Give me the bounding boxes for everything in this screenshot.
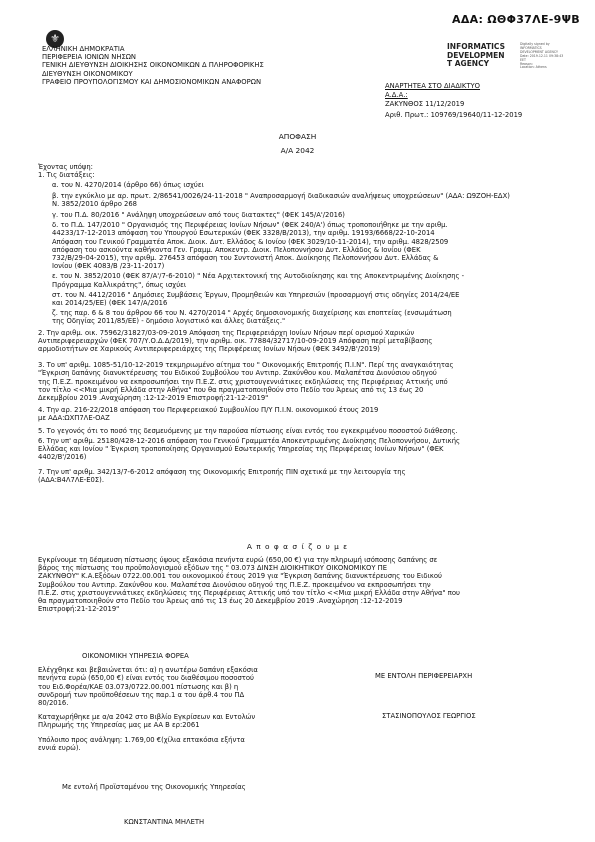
item-line: 2. Την αριθμ. οικ. 75962/31827/03-09-2019 Απόφαση της Περιφερειάρχη Ιονίων Νήσων περί ορισμού Χαρικών (38, 328, 415, 337)
header-line: ΔΙΕΥΘΥΝΣΗ ΟΙΚΟΝΟΜΙΚΟΥ (42, 69, 133, 78)
finance-line: Υπόλοιπο προς ανάληψη: 1.769,00 €(χίλια επτακόσια εξήντα (38, 735, 245, 744)
finance-line: του Ειδ.Φορέα/ΚΑΕ 03.073/0722.00.001 πίστωσης και β) η (38, 682, 239, 691)
post-online-label: ΑΝΑΡΤΗΤΕΑ ΣΤΟ ΔΙΑΔΙΚΤΥΟ (385, 82, 481, 90)
decision-text (38, 556, 558, 613)
item-line: 3. Το υπ' αριθμ. 1085-51/10-12-2019 τεκμηριωμένο αίτημα του " Οικονομικής Επιτροπής Π.Ι.Ν". Περί της αναγκαιότητας (38, 361, 454, 370)
provision-line: και 2014/25/ΕΕ) (ΦΕΚ 147/Α/2016 (52, 299, 168, 308)
finance-line: Καταχωρήθηκε με α/α 2042 στο Βιβλίο Εγκρίσεων και Εντολών (38, 713, 256, 722)
provision-g: γ. του Π.Δ. 80/2016 " Ανάληψη υποχρεώσεων από τους διατακτες" (ΦΕΚ 145/Α'/2016) (52, 211, 345, 220)
finance-line: Πληρωμής της Υπηρεσίας μας με ΑΑ Β ερ:2061 (38, 721, 200, 730)
finance-signer: ΚΩΝΣΤΑΝΤΙΝΑ ΜΗΛΕΤΗ (124, 818, 205, 826)
item-line: (ΑΔΑ:Β4Λ7ΛΕ-Ε0Σ). (38, 475, 104, 484)
decision-line: Επιστροφή:21-12-2019" (38, 605, 120, 614)
finance-line: Ελέγχθηκε και βεβαιώνεται ότι: α) η ανωτέρω δαπάνη εξακόσια (38, 666, 258, 675)
ada-label: Α.Δ.Α.: (385, 91, 408, 100)
item-line: της Π.Ε.Ζ. προκειμένου να εκπροσωπήσει την Π.Ε.Ζ. στις χριστουγεννιάτικες εκδηλώσεις της Περιφέρειας Αττικής υπό (38, 377, 448, 386)
item-line: Δεκεμβρίου 2019 .Αναχώρηση :12-12-2019 Επιστροφή:21-12-2019" (38, 394, 269, 403)
item-line: 6. Την υπ' αριθμ. 25180/428-12-2016 απόφαση του Γενικού Γραμματέα Αποκεντρωμένης Διοίκησης Πελοποννήσου, Δυτικής (38, 436, 460, 445)
item-line: τον τίτλο <<Μια μικρή Ελλάδα στην Αθήνα" που θα πραγματοποιηθούν στο Πεδίο του Άρεως από τις 13 έως 20 (38, 385, 424, 394)
item-line: με ΑΔΑ:ΩΧΠ7ΛΕ-ΟΑΖ (38, 414, 110, 423)
decision-line: ΖΑΚΥΝΘΟΥ" Κ.Α.Εξόδων 0722.00.001 του οικονομικού έτους 2019 για "Έγκριση δαπάνης διανυκτέρευσης του Ειδικού (38, 572, 442, 581)
provision-line: στ. του Ν. 4412/2016 " Δημόσιες Συμβάσεις Έργων, Προμηθειών και Υπηρεσιών (προσαρμογή στις οδηγίες 2014/24/ΕΕ (52, 290, 460, 299)
item-2 (38, 329, 558, 354)
signature-detail-line: Location: Athens (520, 65, 547, 70)
decision-title: ΑΠΟΦΑΣΗ (278, 132, 317, 141)
signature-detail-line: Reason: (520, 61, 533, 66)
decision-line: Π.Ε.Ζ. στις χριστουγεννιάτικες εκδηλώσεις της Περιφέρειας Αττικής υπό τον τίτλο <<Μια μικρή Ελλάδα στην Αθήνα" που (38, 588, 460, 597)
decision-line: Εγκρίνουμε τη δέσμευση πίστωσης ύψους εξακόσια πενήντα ευρώ (650,00 €) για την πληρωμή ισόποσης δαπάνης σε (38, 556, 438, 564)
item-4 (38, 406, 558, 422)
header-line: ΓΡΑΦΕΙΟ ΠΡΟΥΠΟΛΟΓΙΣΜΟΥ ΚΑΙ ΔΗΜΟΣΙΟΝΟΜΙΚΩΝ ΑΝΑΦΟΡΩΝ (42, 77, 262, 86)
decision-line: Συμβούλου του Αντιπρ. Ζακύνθου κου. Μαλαπέτσα Διονύσιου οδηγού της Π.Ε.Ζ. προκειμένου να εκπροσωπήσει την (38, 580, 431, 589)
finance-mandate: Με εντολή Προϊσταμένου της Οικονομικής Υπηρεσίας (62, 783, 246, 791)
header-line: ΕΛΛΗΝΙΚΗ ΔΗΜΟΚΡΑΤΙΑ (42, 45, 125, 53)
provision-line: 732/Β/29-04-2015), την αριθμ. 276453 απόφαση του Συντονιστή Αποκ. Διοίκησης Πελοποννήσου Δυτ. Ελλάδας & (52, 254, 439, 263)
decision-line: βάρος της πίστωσης του προϋπολογισμού εξόδων της " 03.073 ΔΙΝΣΗ ΔΙΟΙΚΗΤΙΚΟΥ ΟΙΚΟΝΟΜΙΚΟΥ ΠΕ (38, 564, 388, 573)
posting-info (385, 82, 522, 119)
finance-section (38, 652, 318, 752)
item-line: αρμοδιοτήτων σε Χαρικούς Αντιπεριφερειάρχες της Περιφέρειας Ιονίων Νήσων (ΦΕΚ 3492/Β'/2019) (38, 345, 380, 354)
header-line: ΠΕΡΙΦΕΡΕΙΑ ΙΟΝΙΩΝ ΝΗΣΩΝ (42, 53, 137, 62)
place-date: ΖΑΚΥΝΘΟΣ 11/12/2019 (385, 100, 465, 109)
finance-line: 80/2016. (38, 699, 69, 708)
provision-e (52, 272, 558, 288)
finance-line: πενήντα ευρώ (650,00 €) είναι εντός του διαθέσιμου ποσοστού (38, 674, 254, 683)
provision-z (52, 309, 558, 325)
order-of-governor: ΜΕ ΕΝΤΟΛΗ ΠΕΡΙΦΕΡΕΙΑΡΧΗ (375, 672, 473, 680)
provision-line: Ιονίου (ΦΕΚ 4083/Β /23-11-2017) (52, 262, 165, 271)
signature-logo (447, 43, 505, 69)
provision-line: 44233/17-12-2013 απόφαση του Υπουργού Εσωτερικών (ΦΕΚ 3328/Β/2013), την αριθμ. 19193/6668/22-10-2014 (52, 229, 435, 238)
having-label: Έχοντας υπόψη: (38, 163, 93, 171)
logo-line: DEVELOPMEN (447, 50, 505, 60)
provision-line: Απόφαση του Γενικού Γραμματέα Αποκ. Διοικ. Δυτ. Ελλάδος & Ιονίου (ΦΕΚ 3029/10-11-2014), την αριθμ. 4828/2509 (52, 237, 449, 246)
decide-heading: Α π ο φ α σ ί ζ ο υ μ ε (246, 542, 349, 551)
provision-line: της Οδηγίας 2011/85/ΕΕ) - δημόσιο λογιστικό και άλλες διατάξεις." (52, 317, 286, 326)
signer-name: ΣΤΑΣΙΝΟΠΟΥΛΟΣ ΓΕΩΡΓΙΟΣ (382, 712, 476, 720)
provision-b: β. την εγκύκλιο με αρ. πρωτ. 2/86541/0026/24-11-2018 " Αναπροσαρμογή διαδικασιών αναλήψεως υποχρεώσεων" (ΑΔΑ: Ω9ΖΟΗ-ΕΔΧ) (52, 191, 510, 200)
ada-stamp: ΑΔΑ: ΩΘΦ37ΛΕ-9ΨΒ (452, 13, 580, 26)
provision-st (52, 291, 558, 307)
provision-line: απόφαση του ασκούντα καθήκοντα Γεν. Γραμμ. Αποκεντρ. Διοικ. Πελοποννήσου Δυτ. Ελλάδος & Ιονίου (ΦΕΚ (52, 245, 421, 254)
item-line: 4. Την αρ. 216-22/2018 απόφαση του Περιφερειακού Συμβουλίου Π/Υ Π.Ι.Ν. οικονομικού έτους 2019 (38, 406, 379, 415)
logo-line: T AGENCY (447, 59, 490, 69)
item-6 (38, 437, 558, 462)
item-5: 5. Το γεγονός ότι το ποσό της δεσμευόμενης με την παρούσα πίστωσης είναι εντός του εγκεκριμένου ποσοστού διάθεσης. (38, 426, 458, 435)
header-line: ΓΕΝΙΚΗ ΔΙΕΥΘΥΝΣΗ ΔΙΟΙΚΗΣΗΣ ΟΙΚΟΝΟΜΙΚΩΝ Δ ΠΛΗΡΟΦΟΡΙΚΗΣ (42, 61, 264, 70)
item-line: Ελλάδας και Ιονίου " Έγκριση τροποποίησης Οργανισμού Εσωτερικής Υπηρεσίας της Περιφέρειας Ιονίων Νήσων" (ΦΕΚ (38, 445, 444, 454)
provision-line: ε. του Ν. 3852/2010 (ΦΕΚ 87/Α'/7-6-2010) " Νέα Αρχιτεκτονική της Αυτοδιοίκησης και της Αποκεντρωμένης Διοίκησης - (52, 272, 465, 281)
provision-a: α. του Ν. 4270/2014 (άρθρο 66) όπως ισχύει (52, 181, 204, 190)
signature-detail-line: DEVELOPMENT AGENCY (520, 49, 558, 54)
finance-balance (38, 736, 318, 752)
signature-detail-line: Date: 2019.12.11 09:38:43 (520, 53, 564, 58)
finance-line: εννιά ευρώ). (38, 743, 81, 752)
provision-line: Πρόγραμμα Καλλικράτης", όπως ισχύει (52, 280, 187, 289)
signature-details (520, 43, 564, 70)
provision-b: Ν. 3852/2010 άρθρο 268 (52, 199, 138, 208)
provision-line: ζ. της παρ. 6 & 8 του άρθρου 66 του Ν. 4270/2014 " Αρχές δημοσιονομικής διαχείρισης και εποπτείας (ενσωμάτωση (52, 309, 452, 318)
item-line: Αντιπεριφερειαρχών (ΦΕΚ 707/Υ.Ο.Δ.Δ/2019), την αριθμ. οικ. 77884/32717/10-09-2019 Απόφαση περί μεταβίβασης (38, 336, 433, 345)
provision-line: δ. το Π.Δ. 147/2010 " Οργανισμός της Περιφέρειας Ιονίων Νήσων" (ΦΕΚ 240/Α') όπως τροποποιήθηκε με την αριθμ. (52, 221, 448, 230)
provisions-heading: 1. Τις διατάξεις: (38, 171, 95, 180)
signature-detail-line: Digitally signed by (520, 42, 550, 46)
greek-emblem-icon: ⚜ (46, 30, 64, 48)
provision-d (52, 221, 558, 270)
finance-check (38, 666, 318, 707)
item-7 (38, 468, 558, 484)
decision-line: θα πραγματοποιηθούν στο Πεδίο του Άρεως από τις 13 έως 20 Δεκεμβρίου 2019 .Αναχώρηση :12-12-2019 (38, 597, 403, 606)
item-line: 7. Την υπ' αριθμ. 342/13/7-6-2012 απόφαση της Οικονομικής Επιτροπής ΠΙΝ σχετικά με την λειτουργία της (38, 467, 406, 476)
finance-line: συνδρομή των προϋποθέσεων της παρ.1 α του άρθ.4 του ΠΔ (38, 690, 245, 699)
item-3 (38, 361, 558, 402)
item-line: "Έγκριση δαπάνης διανυκτέρευσης του Ειδικού Συμβούλου του Αντιπρ. Ζακύνθου κου. Μαλαπέτσα Διονύσιου οδηγού (38, 369, 437, 378)
document-body (38, 163, 558, 484)
issuer-header (42, 45, 264, 86)
signature-detail-line: INFORMATICS (520, 45, 542, 50)
decision-number: Α/Α 2042 (280, 146, 315, 155)
item-line: 4402/Β'/2016) (38, 453, 87, 462)
protocol-number: Αριθ. Πρωτ.: 109769/19640/11-12-2019 (385, 110, 523, 119)
signature-detail-line: EET (520, 57, 526, 62)
finance-registration (38, 713, 318, 729)
finance-heading: ΟΙΚΟΝΟΜΙΚΗ ΥΠΗΡΕΣΙΑ ΦΟΡΕΑ (82, 652, 189, 660)
logo-line: INFORMATICS (447, 42, 505, 51)
